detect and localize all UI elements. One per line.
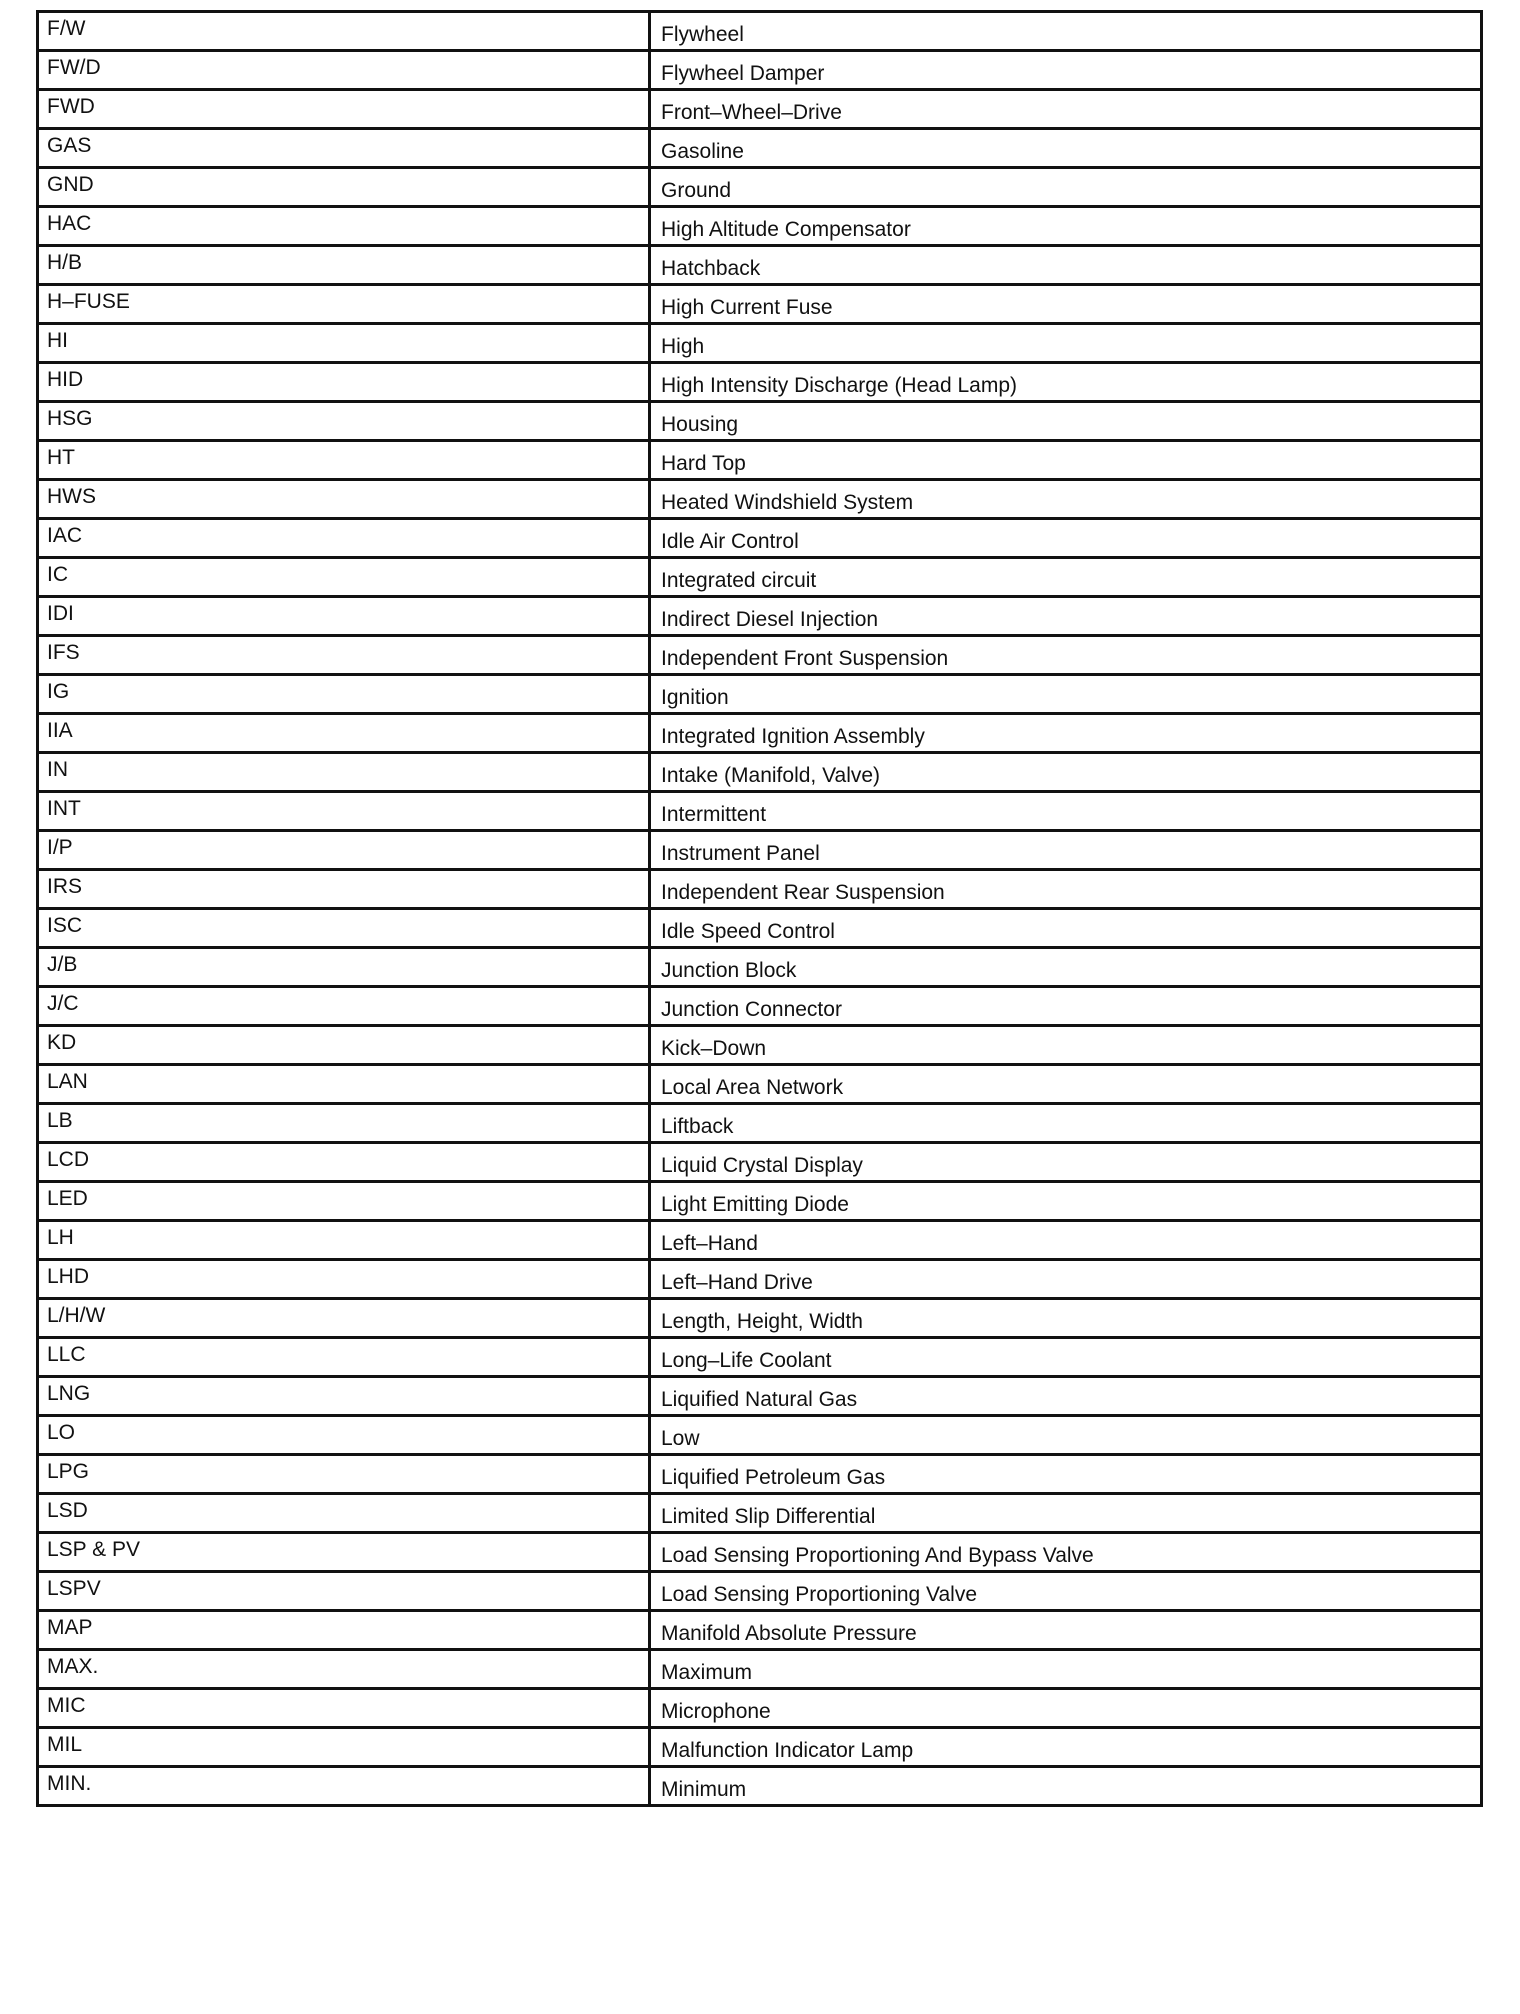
table-row <box>38 207 1482 246</box>
table-row <box>38 12 1482 51</box>
abbreviation-cell: IG <box>38 675 650 714</box>
table-row <box>38 285 1482 324</box>
table-row <box>38 441 1482 480</box>
abbreviation-cell: LO <box>38 1416 650 1455</box>
meaning-cell: Flywheel Damper <box>650 51 1482 90</box>
table-row <box>38 753 1482 792</box>
meaning-cell: Front–Wheel–Drive <box>650 90 1482 129</box>
abbreviation-cell: IAC <box>38 519 650 558</box>
table-row <box>38 1728 1482 1767</box>
meaning-cell: High <box>650 324 1482 363</box>
table-row <box>38 402 1482 441</box>
meaning-cell: Left–Hand Drive <box>650 1260 1482 1299</box>
meaning-cell: Load Sensing Proportioning And Bypass Valve <box>650 1533 1482 1572</box>
meaning-cell: Maximum <box>650 1650 1482 1689</box>
table-row <box>38 1182 1482 1221</box>
abbreviation-cell: MAP <box>38 1611 650 1650</box>
table-row <box>38 1533 1482 1572</box>
abbreviation-cell: MIC <box>38 1689 650 1728</box>
meaning-cell: Minimum <box>650 1767 1482 1806</box>
table-row <box>38 1104 1482 1143</box>
abbreviation-cell: H–FUSE <box>38 285 650 324</box>
meaning-cell: Load Sensing Proportioning Valve <box>650 1572 1482 1611</box>
abbreviation-table-body <box>38 12 1482 1806</box>
abbreviation-cell: LCD <box>38 1143 650 1182</box>
table-row <box>38 1143 1482 1182</box>
table-row <box>38 1767 1482 1806</box>
table-row <box>38 1221 1482 1260</box>
meaning-cell: Kick–Down <box>650 1026 1482 1065</box>
abbreviation-cell: IDI <box>38 597 650 636</box>
abbreviation-cell: LNG <box>38 1377 650 1416</box>
table-row <box>38 1650 1482 1689</box>
meaning-cell: Left–Hand <box>650 1221 1482 1260</box>
meaning-cell: Heated Windshield System <box>650 480 1482 519</box>
meaning-cell: Ground <box>650 168 1482 207</box>
meaning-cell: Junction Block <box>650 948 1482 987</box>
table-row <box>38 948 1482 987</box>
abbreviation-cell: HWS <box>38 480 650 519</box>
abbreviation-table <box>36 10 1483 1807</box>
table-row <box>38 558 1482 597</box>
abbreviation-cell: L/H/W <box>38 1299 650 1338</box>
table-row <box>38 480 1482 519</box>
abbreviation-cell: LED <box>38 1182 650 1221</box>
table-row <box>38 51 1482 90</box>
meaning-cell: Light Emitting Diode <box>650 1182 1482 1221</box>
abbreviation-cell: IIA <box>38 714 650 753</box>
abbreviation-cell: HT <box>38 441 650 480</box>
abbreviation-cell: F/W <box>38 12 650 51</box>
abbreviation-cell: KD <box>38 1026 650 1065</box>
table-row <box>38 129 1482 168</box>
meaning-cell: Ignition <box>650 675 1482 714</box>
meaning-cell: Junction Connector <box>650 987 1482 1026</box>
table-row <box>38 363 1482 402</box>
meaning-cell: Liquified Natural Gas <box>650 1377 1482 1416</box>
meaning-cell: Integrated circuit <box>650 558 1482 597</box>
abbreviation-cell: MIL <box>38 1728 650 1767</box>
meaning-cell: Microphone <box>650 1689 1482 1728</box>
meaning-cell: Independent Rear Suspension <box>650 870 1482 909</box>
meaning-cell: Instrument Panel <box>650 831 1482 870</box>
table-row <box>38 870 1482 909</box>
table-row <box>38 636 1482 675</box>
table-row <box>38 90 1482 129</box>
abbreviation-cell: H/B <box>38 246 650 285</box>
abbreviation-cell: J/C <box>38 987 650 1026</box>
abbreviation-cell: IFS <box>38 636 650 675</box>
table-row <box>38 831 1482 870</box>
table-row <box>38 675 1482 714</box>
meaning-cell: Manifold Absolute Pressure <box>650 1611 1482 1650</box>
abbreviation-cell: J/B <box>38 948 650 987</box>
abbreviation-cell: MIN. <box>38 1767 650 1806</box>
abbreviation-cell: HAC <box>38 207 650 246</box>
table-row <box>38 792 1482 831</box>
meaning-cell: High Intensity Discharge (Head Lamp) <box>650 363 1482 402</box>
meaning-cell: Independent Front Suspension <box>650 636 1482 675</box>
table-row <box>38 1572 1482 1611</box>
abbreviation-cell: FWD <box>38 90 650 129</box>
table-row <box>38 1065 1482 1104</box>
abbreviation-cell: LAN <box>38 1065 650 1104</box>
meaning-cell: Flywheel <box>650 12 1482 51</box>
table-row <box>38 1494 1482 1533</box>
abbreviation-cell: FW/D <box>38 51 650 90</box>
abbreviation-cell: LSP & PV <box>38 1533 650 1572</box>
table-row <box>38 1455 1482 1494</box>
meaning-cell: Integrated Ignition Assembly <box>650 714 1482 753</box>
abbreviation-cell: LH <box>38 1221 650 1260</box>
abbreviation-cell: LLC <box>38 1338 650 1377</box>
meaning-cell: Gasoline <box>650 129 1482 168</box>
abbreviation-cell: GAS <box>38 129 650 168</box>
meaning-cell: Idle Speed Control <box>650 909 1482 948</box>
table-row <box>38 246 1482 285</box>
abbreviation-cell: IN <box>38 753 650 792</box>
abbreviation-cell: IC <box>38 558 650 597</box>
table-row <box>38 714 1482 753</box>
table-row <box>38 1611 1482 1650</box>
meaning-cell: High Current Fuse <box>650 285 1482 324</box>
meaning-cell: Liquified Petroleum Gas <box>650 1455 1482 1494</box>
meaning-cell: Liftback <box>650 1104 1482 1143</box>
table-row <box>38 987 1482 1026</box>
abbreviation-cell: LPG <box>38 1455 650 1494</box>
table-row <box>38 1689 1482 1728</box>
meaning-cell: Local Area Network <box>650 1065 1482 1104</box>
meaning-cell: Length, Height, Width <box>650 1299 1482 1338</box>
meaning-cell: Malfunction Indicator Lamp <box>650 1728 1482 1767</box>
table-row <box>38 168 1482 207</box>
table-row <box>38 1338 1482 1377</box>
abbreviation-cell: HSG <box>38 402 650 441</box>
abbreviation-cell: LB <box>38 1104 650 1143</box>
abbreviation-cell: I/P <box>38 831 650 870</box>
abbreviation-cell: GND <box>38 168 650 207</box>
table-row <box>38 1260 1482 1299</box>
abbreviation-cell: ISC <box>38 909 650 948</box>
meaning-cell: Long–Life Coolant <box>650 1338 1482 1377</box>
meaning-cell: Housing <box>650 402 1482 441</box>
meaning-cell: Limited Slip Differential <box>650 1494 1482 1533</box>
table-row <box>38 324 1482 363</box>
meaning-cell: Idle Air Control <box>650 519 1482 558</box>
meaning-cell: High Altitude Compensator <box>650 207 1482 246</box>
abbreviation-cell: HI <box>38 324 650 363</box>
table-row <box>38 1299 1482 1338</box>
meaning-cell: Hatchback <box>650 246 1482 285</box>
table-row <box>38 909 1482 948</box>
abbreviation-cell: IRS <box>38 870 650 909</box>
abbreviation-cell: LSD <box>38 1494 650 1533</box>
table-row <box>38 1377 1482 1416</box>
abbreviation-cell: LSPV <box>38 1572 650 1611</box>
meaning-cell: Low <box>650 1416 1482 1455</box>
table-row <box>38 519 1482 558</box>
meaning-cell: Intermittent <box>650 792 1482 831</box>
table-row <box>38 597 1482 636</box>
table-row <box>38 1026 1482 1065</box>
abbreviation-cell: HID <box>38 363 650 402</box>
meaning-cell: Intake (Manifold, Valve) <box>650 753 1482 792</box>
abbreviation-cell: LHD <box>38 1260 650 1299</box>
meaning-cell: Hard Top <box>650 441 1482 480</box>
meaning-cell: Liquid Crystal Display <box>650 1143 1482 1182</box>
table-row <box>38 1416 1482 1455</box>
meaning-cell: Indirect Diesel Injection <box>650 597 1482 636</box>
abbreviation-cell: MAX. <box>38 1650 650 1689</box>
abbreviation-cell: INT <box>38 792 650 831</box>
